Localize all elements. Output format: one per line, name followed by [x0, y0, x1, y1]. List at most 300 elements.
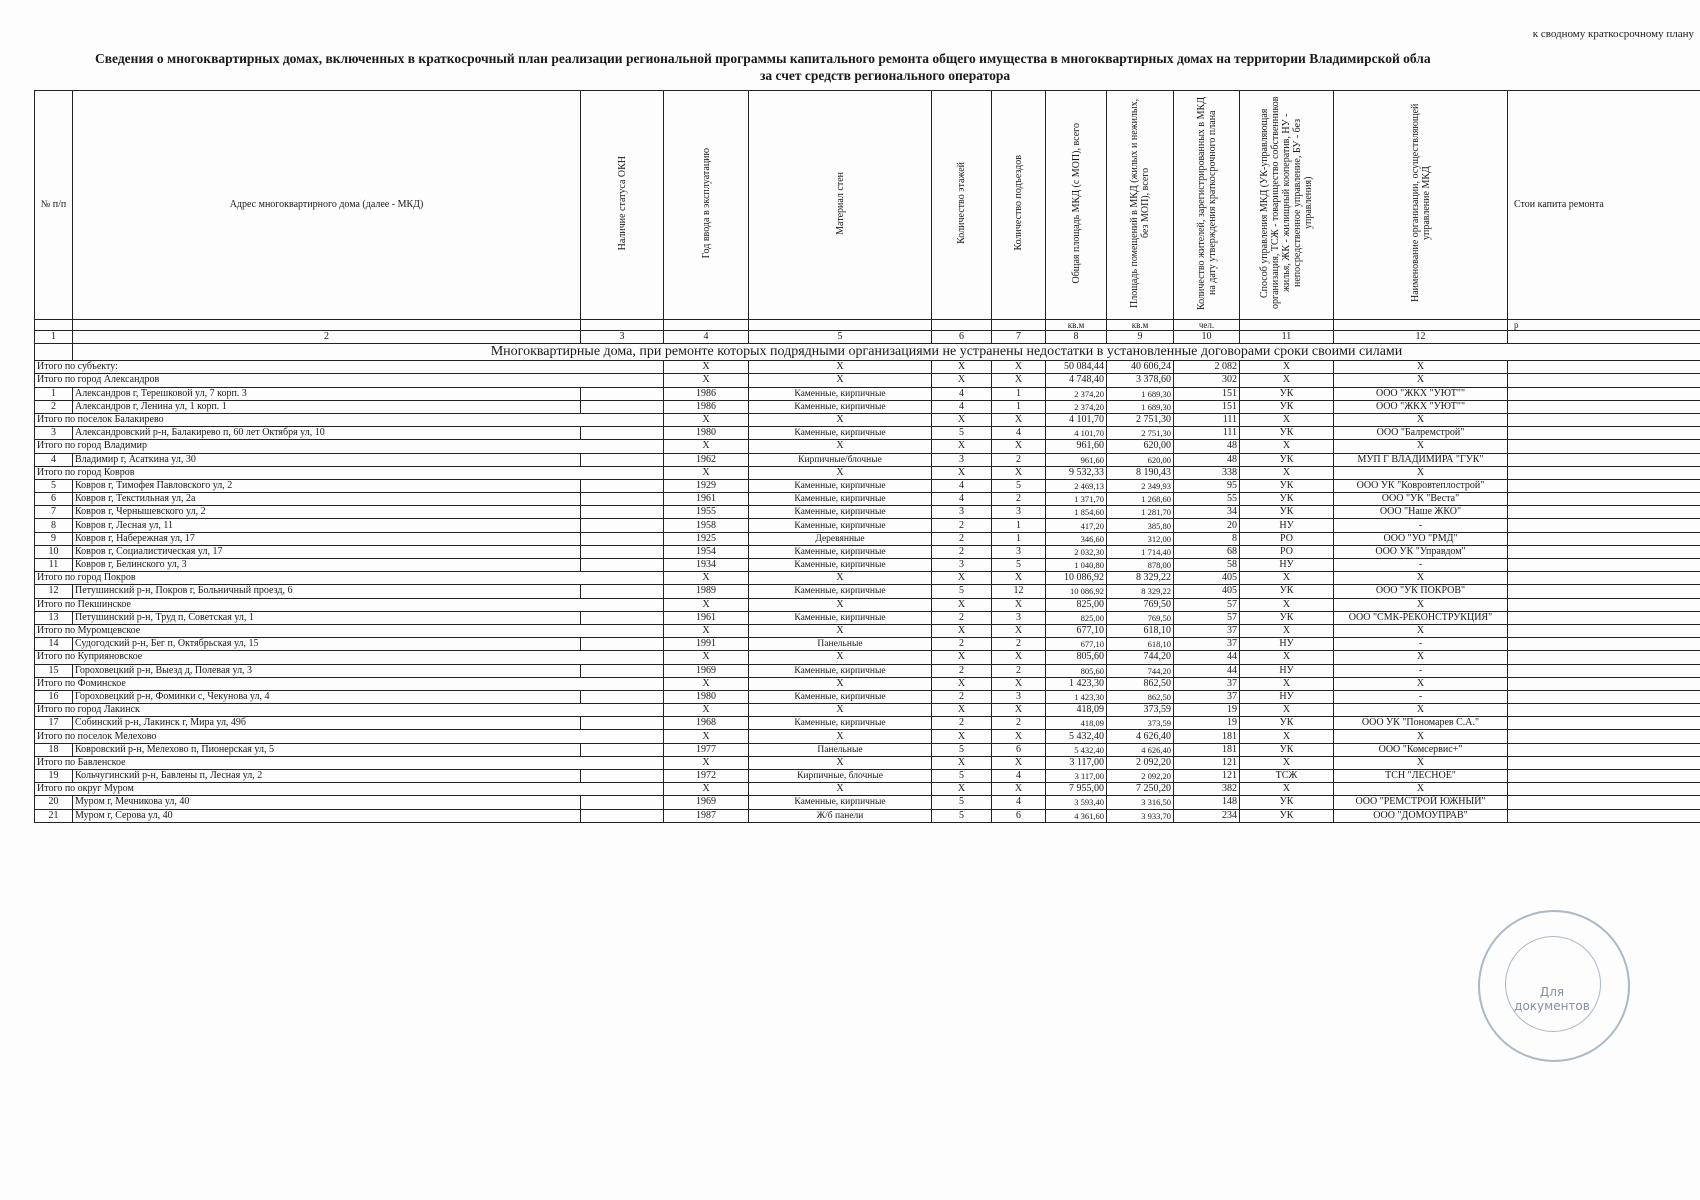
row-management: НУ [1240, 519, 1334, 532]
total-row [35, 361, 1700, 374]
row-total-label: Итого по Куприяновское [35, 651, 664, 664]
col-okn: Наличие статуса ОКН [581, 91, 664, 320]
row-management: УК [1240, 796, 1334, 809]
row-floors: 2 [932, 532, 992, 545]
row-management: X [1240, 624, 1334, 637]
total-row [35, 651, 1700, 664]
row-area-total: 1 423,30 [1046, 677, 1107, 690]
row-area-total: 418,09 [1046, 704, 1107, 717]
row-floors: 4 [932, 479, 992, 492]
row-residents: 405 [1174, 585, 1240, 598]
column-number: 9 [1107, 331, 1174, 344]
table-row [35, 532, 1700, 545]
row-cost [1508, 572, 1700, 585]
row-entrances: 3 [992, 545, 1046, 558]
table-row [35, 743, 1700, 756]
row-floors: 5 [932, 585, 992, 598]
row-year: 1958 [664, 519, 749, 532]
row-residents: 8 [1174, 532, 1240, 545]
row-number: 1 [35, 387, 73, 400]
row-floors: X [932, 783, 992, 796]
row-year: 1991 [664, 638, 749, 651]
row-year: 1969 [664, 796, 749, 809]
row-floors: 4 [932, 493, 992, 506]
row-okn [581, 506, 664, 519]
row-residents: 37 [1174, 677, 1240, 690]
row-area-total: 10 086,92 [1046, 585, 1107, 598]
row-area-rooms: 7 250,20 [1107, 783, 1174, 796]
row-area-total: 3 117,00 [1046, 756, 1107, 769]
row-entrances: X [992, 730, 1046, 743]
row-entrances: 1 [992, 532, 1046, 545]
row-year: 1968 [664, 717, 749, 730]
row-cost [1508, 493, 1700, 506]
col-floors: Количество этажей [932, 91, 992, 320]
row-residents: 37 [1174, 638, 1240, 651]
row-floors: X [932, 466, 992, 479]
row-management: НУ [1240, 638, 1334, 651]
row-material: X [749, 361, 932, 374]
row-management: УК [1240, 611, 1334, 624]
row-year: X [664, 440, 749, 453]
table-row [35, 585, 1700, 598]
row-floors: 3 [932, 506, 992, 519]
row-entrances: X [992, 440, 1046, 453]
row-residents: 44 [1174, 651, 1240, 664]
row-address: Ковров г, Набережная ул, 17 [73, 532, 581, 545]
row-material: X [749, 783, 932, 796]
row-organization: X [1334, 413, 1508, 426]
row-area-total: 2 374,20 [1046, 400, 1107, 413]
row-total-label: Итого по город Ковров [35, 466, 664, 479]
row-floors: X [932, 598, 992, 611]
row-entrances: 6 [992, 809, 1046, 822]
row-total-label: Итого по субъекту: [35, 361, 664, 374]
row-cost [1508, 479, 1700, 492]
row-total-label: Итого по город Александров [35, 374, 664, 387]
row-residents: 58 [1174, 559, 1240, 572]
row-number: 12 [35, 585, 73, 598]
column-number: 7 [992, 331, 1046, 344]
row-area-rooms: 2 751,30 [1107, 413, 1174, 426]
row-number: 18 [35, 743, 73, 756]
col-num: № п/п [35, 91, 73, 320]
row-organization: X [1334, 374, 1508, 387]
row-area-total: 677,10 [1046, 638, 1107, 651]
row-cost [1508, 677, 1700, 690]
row-organization: - [1334, 664, 1508, 677]
row-organization: ООО "ЖКХ "УЮТ"" [1334, 387, 1508, 400]
row-residents: 111 [1174, 427, 1240, 440]
row-year: 1972 [664, 770, 749, 783]
row-number: 14 [35, 638, 73, 651]
row-area-rooms: 3 933,70 [1107, 809, 1174, 822]
row-residents: 48 [1174, 440, 1240, 453]
row-area-rooms: 1 268,60 [1107, 493, 1174, 506]
col-entrances: Количество подъездов [992, 91, 1046, 320]
row-year: 1980 [664, 427, 749, 440]
row-management: X [1240, 374, 1334, 387]
row-management: УК [1240, 387, 1334, 400]
row-year: 1961 [664, 611, 749, 624]
table-container [34, 90, 1700, 823]
row-residents: 44 [1174, 664, 1240, 677]
row-material: Панельные [749, 743, 932, 756]
houses-table [34, 90, 1700, 823]
row-year: X [664, 361, 749, 374]
row-entrances: 2 [992, 453, 1046, 466]
row-area-rooms: 1 689,30 [1107, 387, 1174, 400]
row-number: 8 [35, 519, 73, 532]
row-management: УК [1240, 809, 1334, 822]
row-management: УК [1240, 427, 1334, 440]
row-address: Петушинский р-н, Труд п, Советская ул, 1 [73, 611, 581, 624]
row-number: 3 [35, 427, 73, 440]
row-residents: 405 [1174, 572, 1240, 585]
row-okn [581, 638, 664, 651]
row-floors: 2 [932, 545, 992, 558]
row-residents: 55 [1174, 493, 1240, 506]
row-area-total: 1 854,60 [1046, 506, 1107, 519]
row-area-rooms: 1 689,30 [1107, 400, 1174, 413]
total-row [35, 374, 1700, 387]
row-okn [581, 770, 664, 783]
row-management: X [1240, 704, 1334, 717]
row-area-total: 805,60 [1046, 651, 1107, 664]
row-management: X [1240, 651, 1334, 664]
document-title: Сведения о многоквартирных домах, включенных в краткосрочный план реализации региональной программы капитального ремонта общего имущества в многоквартирных домах на территории Владимирской обла [95, 51, 1431, 66]
total-row [35, 572, 1700, 585]
total-row [35, 730, 1700, 743]
row-management: X [1240, 756, 1334, 769]
row-entrances: 4 [992, 796, 1046, 809]
row-cost [1508, 730, 1700, 743]
table-row [35, 427, 1700, 440]
row-cost [1508, 361, 1700, 374]
row-material: X [749, 624, 932, 637]
table-row [35, 545, 1700, 558]
column-number [1508, 331, 1700, 344]
row-cost [1508, 651, 1700, 664]
row-area-rooms: 620,00 [1107, 453, 1174, 466]
row-year: 1986 [664, 400, 749, 413]
row-year: 1987 [664, 809, 749, 822]
unit-area-total: кв.м [1046, 320, 1107, 331]
row-organization: ТСН "ЛЕСНОЕ" [1334, 770, 1508, 783]
row-management: X [1240, 440, 1334, 453]
row-number: 11 [35, 559, 73, 572]
row-cost [1508, 598, 1700, 611]
row-material: Кирпичные, блочные [749, 770, 932, 783]
row-area-total: 4 101,70 [1046, 427, 1107, 440]
row-entrances: X [992, 651, 1046, 664]
row-cost [1508, 413, 1700, 426]
row-area-total: 4 361,60 [1046, 809, 1107, 822]
row-year: 1989 [664, 585, 749, 598]
row-entrances: 3 [992, 506, 1046, 519]
row-year: 1925 [664, 532, 749, 545]
row-total-label: Итого по Бавленское [35, 756, 664, 769]
row-residents: 151 [1174, 387, 1240, 400]
row-area-rooms: 4 626,40 [1107, 730, 1174, 743]
header-row [35, 91, 1700, 320]
row-address: Ковров г, Белинского ул, 3 [73, 559, 581, 572]
row-number: 10 [35, 545, 73, 558]
row-area-total: 961,60 [1046, 440, 1107, 453]
row-organization: ООО "ЖКХ "УЮТ"" [1334, 400, 1508, 413]
row-management: X [1240, 730, 1334, 743]
table-row [35, 717, 1700, 730]
column-number: 4 [664, 331, 749, 344]
row-okn [581, 690, 664, 703]
row-address: Ковров г, Социалистическая ул, 17 [73, 545, 581, 558]
row-organization: X [1334, 624, 1508, 637]
row-number: 17 [35, 717, 73, 730]
row-year: X [664, 374, 749, 387]
row-organization: ООО УК "Управдом" [1334, 545, 1508, 558]
row-area-total: 961,60 [1046, 453, 1107, 466]
row-cost [1508, 638, 1700, 651]
row-material: X [749, 651, 932, 664]
table-row [35, 400, 1700, 413]
row-cost [1508, 559, 1700, 572]
row-entrances: X [992, 374, 1046, 387]
row-area-rooms: 8 329,22 [1107, 572, 1174, 585]
row-organization: МУП Г ВЛАДИМИРА "ГУК" [1334, 453, 1508, 466]
row-entrances: X [992, 572, 1046, 585]
row-area-total: 2 032,30 [1046, 545, 1107, 558]
row-floors: X [932, 361, 992, 374]
row-area-total: 346,60 [1046, 532, 1107, 545]
row-address: Ковров г, Текстильная ул, 2а [73, 493, 581, 506]
row-cost [1508, 585, 1700, 598]
row-area-rooms: 373,59 [1107, 717, 1174, 730]
row-number: 16 [35, 690, 73, 703]
table-row [35, 479, 1700, 492]
row-material: Деревянные [749, 532, 932, 545]
row-okn [581, 796, 664, 809]
row-material: X [749, 440, 932, 453]
row-organization: X [1334, 572, 1508, 585]
units-row [35, 320, 1700, 331]
row-management: X [1240, 413, 1334, 426]
row-entrances: X [992, 598, 1046, 611]
row-year: X [664, 413, 749, 426]
column-number: 11 [1240, 331, 1334, 344]
row-area-total: 3 117,00 [1046, 770, 1107, 783]
row-material: Каменные, кирпичные [749, 585, 932, 598]
row-entrances: 3 [992, 611, 1046, 624]
total-row [35, 413, 1700, 426]
total-row [35, 756, 1700, 769]
row-area-rooms: 40 606,24 [1107, 361, 1174, 374]
row-organization: ООО "УО "РМД" [1334, 532, 1508, 545]
row-okn [581, 559, 664, 572]
row-material: Ж/б панели [749, 809, 932, 822]
row-management: X [1240, 466, 1334, 479]
row-management: X [1240, 572, 1334, 585]
row-floors: X [932, 624, 992, 637]
row-total-label: Итого по округ Муром [35, 783, 664, 796]
row-residents: 68 [1174, 545, 1240, 558]
row-organization: ООО "СМК-РЕКОНСТРУКЦИЯ" [1334, 611, 1508, 624]
row-cost [1508, 770, 1700, 783]
row-address: Судогодский р-н, Бег п, Октябрьская ул, 15 [73, 638, 581, 651]
row-management: НУ [1240, 690, 1334, 703]
total-row [35, 677, 1700, 690]
row-okn [581, 519, 664, 532]
row-residents: 95 [1174, 479, 1240, 492]
row-address: Александров г, Ленина ул, 1 корп. 1 [73, 400, 581, 413]
row-cost [1508, 664, 1700, 677]
row-area-rooms: 3 378,60 [1107, 374, 1174, 387]
row-cost [1508, 545, 1700, 558]
table-row [35, 559, 1700, 572]
table-row [35, 493, 1700, 506]
row-address: Муром г, Серова ул, 40 [73, 809, 581, 822]
row-floors: 2 [932, 717, 992, 730]
row-floors: 4 [932, 387, 992, 400]
row-area-rooms: 1 714,40 [1107, 545, 1174, 558]
row-entrances: X [992, 756, 1046, 769]
row-floors: 5 [932, 743, 992, 756]
row-material: Каменные, кирпичные [749, 611, 932, 624]
row-area-rooms: 8 329,22 [1107, 585, 1174, 598]
row-management: УК [1240, 493, 1334, 506]
stamp-inner-ring [1505, 936, 1601, 1032]
row-year: X [664, 651, 749, 664]
row-cost [1508, 453, 1700, 466]
row-area-total: 825,00 [1046, 611, 1107, 624]
row-area-total: 1 423,30 [1046, 690, 1107, 703]
row-entrances: X [992, 361, 1046, 374]
row-year: X [664, 624, 749, 637]
table-row [35, 638, 1700, 651]
row-okn [581, 743, 664, 756]
table-row [35, 611, 1700, 624]
row-management: ТСЖ [1240, 770, 1334, 783]
document-subtitle: за счет средств регионального оператора [760, 68, 1011, 83]
row-area-rooms: 618,10 [1107, 638, 1174, 651]
col-address: Адрес многоквартирного дома (далее - МКД) [73, 91, 581, 320]
row-entrances: 1 [992, 387, 1046, 400]
row-floors: 5 [932, 770, 992, 783]
table-row [35, 770, 1700, 783]
row-cost [1508, 756, 1700, 769]
row-organization: ООО "РЕМСТРОЙ ЮЖНЫЙ" [1334, 796, 1508, 809]
column-number: 2 [73, 331, 581, 344]
row-cost [1508, 400, 1700, 413]
row-address: Муром г, Мечникова ул, 40 [73, 796, 581, 809]
row-year: 1954 [664, 545, 749, 558]
row-year: 1986 [664, 387, 749, 400]
table-row [35, 519, 1700, 532]
row-entrances: 1 [992, 519, 1046, 532]
row-organization: X [1334, 730, 1508, 743]
row-area-total: 1 040,80 [1046, 559, 1107, 572]
row-total-label: Итого по Муромцевское [35, 624, 664, 637]
row-material: Каменные, кирпичные [749, 664, 932, 677]
row-area-rooms: 312,00 [1107, 532, 1174, 545]
row-area-total: 2 469,13 [1046, 479, 1107, 492]
row-management: УК [1240, 400, 1334, 413]
row-residents: 121 [1174, 756, 1240, 769]
row-address: Собинский р-н, Лакинск г, Мира ул, 49б [73, 717, 581, 730]
row-management: УК [1240, 479, 1334, 492]
row-cost [1508, 506, 1700, 519]
row-cost [1508, 611, 1700, 624]
total-row [35, 624, 1700, 637]
row-okn [581, 427, 664, 440]
row-area-rooms: 620,00 [1107, 440, 1174, 453]
row-residents: 37 [1174, 624, 1240, 637]
row-floors: 2 [932, 611, 992, 624]
row-organization: ООО УК "Пономарев С.А." [1334, 717, 1508, 730]
row-address: Гороховецкий р-н, Выезд д, Полевая ул, 3 [73, 664, 581, 677]
total-row [35, 440, 1700, 453]
row-entrances: 12 [992, 585, 1046, 598]
row-okn [581, 585, 664, 598]
row-floors: X [932, 572, 992, 585]
row-material: Каменные, кирпичные [749, 717, 932, 730]
row-floors: X [932, 374, 992, 387]
row-entrances: X [992, 466, 1046, 479]
row-organization: - [1334, 519, 1508, 532]
row-residents: 151 [1174, 400, 1240, 413]
row-organization: ООО "Балремстрой" [1334, 427, 1508, 440]
row-organization: X [1334, 466, 1508, 479]
row-year: 1929 [664, 479, 749, 492]
row-area-rooms: 744,20 [1107, 651, 1174, 664]
table-row [35, 506, 1700, 519]
row-area-total: 10 086,92 [1046, 572, 1107, 585]
row-floors: 2 [932, 664, 992, 677]
row-entrances: X [992, 704, 1046, 717]
row-area-rooms: 2 092,20 [1107, 756, 1174, 769]
col-area-rooms: Площадь помещений в МКД (жилых и нежилых, без МОП), всего [1107, 91, 1174, 320]
row-floors: X [932, 704, 992, 717]
section-row [35, 344, 1700, 361]
row-area-rooms: 878,00 [1107, 559, 1174, 572]
row-material: X [749, 413, 932, 426]
row-total-label: Итого по Пекшинское [35, 598, 664, 611]
row-cost [1508, 796, 1700, 809]
row-management: РО [1240, 545, 1334, 558]
row-area-total: 418,09 [1046, 717, 1107, 730]
row-entrances: X [992, 413, 1046, 426]
row-residents: 121 [1174, 770, 1240, 783]
row-area-rooms: 744,20 [1107, 664, 1174, 677]
row-address: Владимир г, Асаткина ул, 30 [73, 453, 581, 466]
row-area-rooms: 1 281,70 [1107, 506, 1174, 519]
total-row [35, 598, 1700, 611]
row-cost [1508, 809, 1700, 822]
row-number: 9 [35, 532, 73, 545]
column-number: 6 [932, 331, 992, 344]
row-year: 1955 [664, 506, 749, 519]
row-number: 4 [35, 453, 73, 466]
table-row [35, 664, 1700, 677]
row-entrances: 2 [992, 638, 1046, 651]
row-cost [1508, 440, 1700, 453]
row-total-label: Итого по поселок Мелехово [35, 730, 664, 743]
row-area-total: 1 371,70 [1046, 493, 1107, 506]
row-okn [581, 387, 664, 400]
row-material: X [749, 756, 932, 769]
row-year: X [664, 704, 749, 717]
row-address: Александров г, Терешковой ул, 7 корп. 3 [73, 387, 581, 400]
row-material: Кирпичные/блочные [749, 453, 932, 466]
